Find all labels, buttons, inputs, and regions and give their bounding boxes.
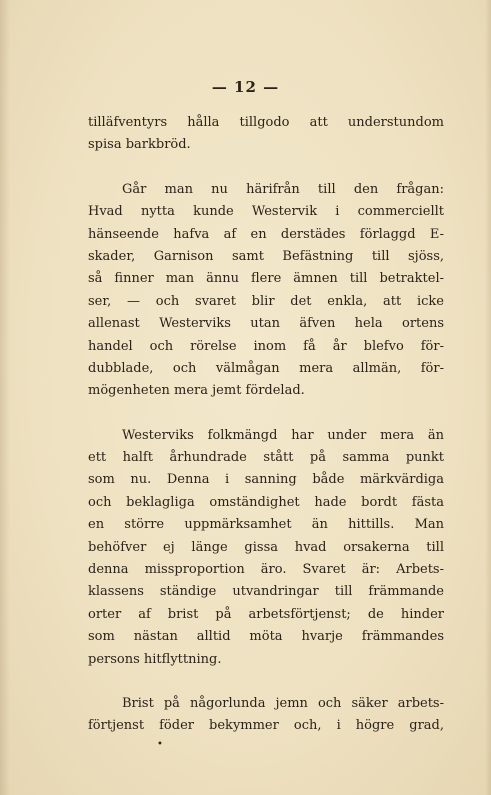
text-line: mögenheten mera jemt fördelad. bbox=[88, 383, 305, 399]
body-text bbox=[88, 112, 444, 738]
text-line: klassens ständige utvandringar till främmande bbox=[88, 584, 444, 600]
text-line: behöfver ej länge gissa hvad orsakerna till bbox=[88, 539, 444, 555]
text-line: och beklagliga omständighet hade bordt fästa bbox=[88, 494, 444, 510]
paragraph-gap bbox=[88, 403, 444, 425]
text-line: som nästan alltid möta hvarje främmandes bbox=[88, 629, 444, 645]
text-line: Westerviks folkmängd har under mera än bbox=[122, 427, 444, 443]
signature-mark: • bbox=[157, 739, 163, 750]
text-line: denna missproportion äro. Svaret är: Arbets- bbox=[88, 562, 444, 578]
text-line: tilläfventyrs hålla tillgodo att understundom bbox=[88, 115, 444, 130]
text-line: handel och rörelse inom få år blefvo för- bbox=[88, 338, 444, 354]
text-line: så finner man ännu flere ämnen till betraktel- bbox=[88, 271, 444, 287]
text-line: hänseende hafva af en derstädes förlaggd E- bbox=[88, 226, 444, 242]
paragraph-gap bbox=[88, 157, 444, 179]
text-line: ett halft århundrade stått på samma punkt bbox=[88, 450, 444, 466]
text-line: allenast Westerviks utan äfven hela ortens bbox=[88, 316, 444, 332]
text-line: skader, Garnison samt Befästning till sjöss, bbox=[88, 248, 444, 264]
page-number: — 12 — bbox=[211, 78, 280, 96]
text-line: Brist på någorlunda jemn och säker arbets- bbox=[122, 695, 444, 711]
text-line: som nu. Denna i sanning både märkvärdiga bbox=[88, 472, 444, 488]
text-line: persons hitflyttning. bbox=[88, 651, 222, 667]
paragraph-gap bbox=[88, 671, 444, 693]
text-line: ser, — och svaret blir det enkla, att icke bbox=[88, 293, 444, 309]
text-line: orter af brist på arbetsförtjenst; de hinder bbox=[88, 606, 444, 622]
text-line: Går man nu härifrån till den frågan: bbox=[122, 181, 444, 197]
text-line: spisa barkbröd. bbox=[88, 137, 191, 153]
text-line: Hvad nytta kunde Westervik i commerciellt bbox=[88, 204, 444, 220]
text-line: dubblade, och välmågan mera allmän, för- bbox=[88, 360, 444, 376]
text-line: en större uppmärksamhet än hittills. Man bbox=[88, 517, 444, 533]
text-line: förtjenst föder bekymmer och, i högre grad, bbox=[88, 718, 444, 734]
